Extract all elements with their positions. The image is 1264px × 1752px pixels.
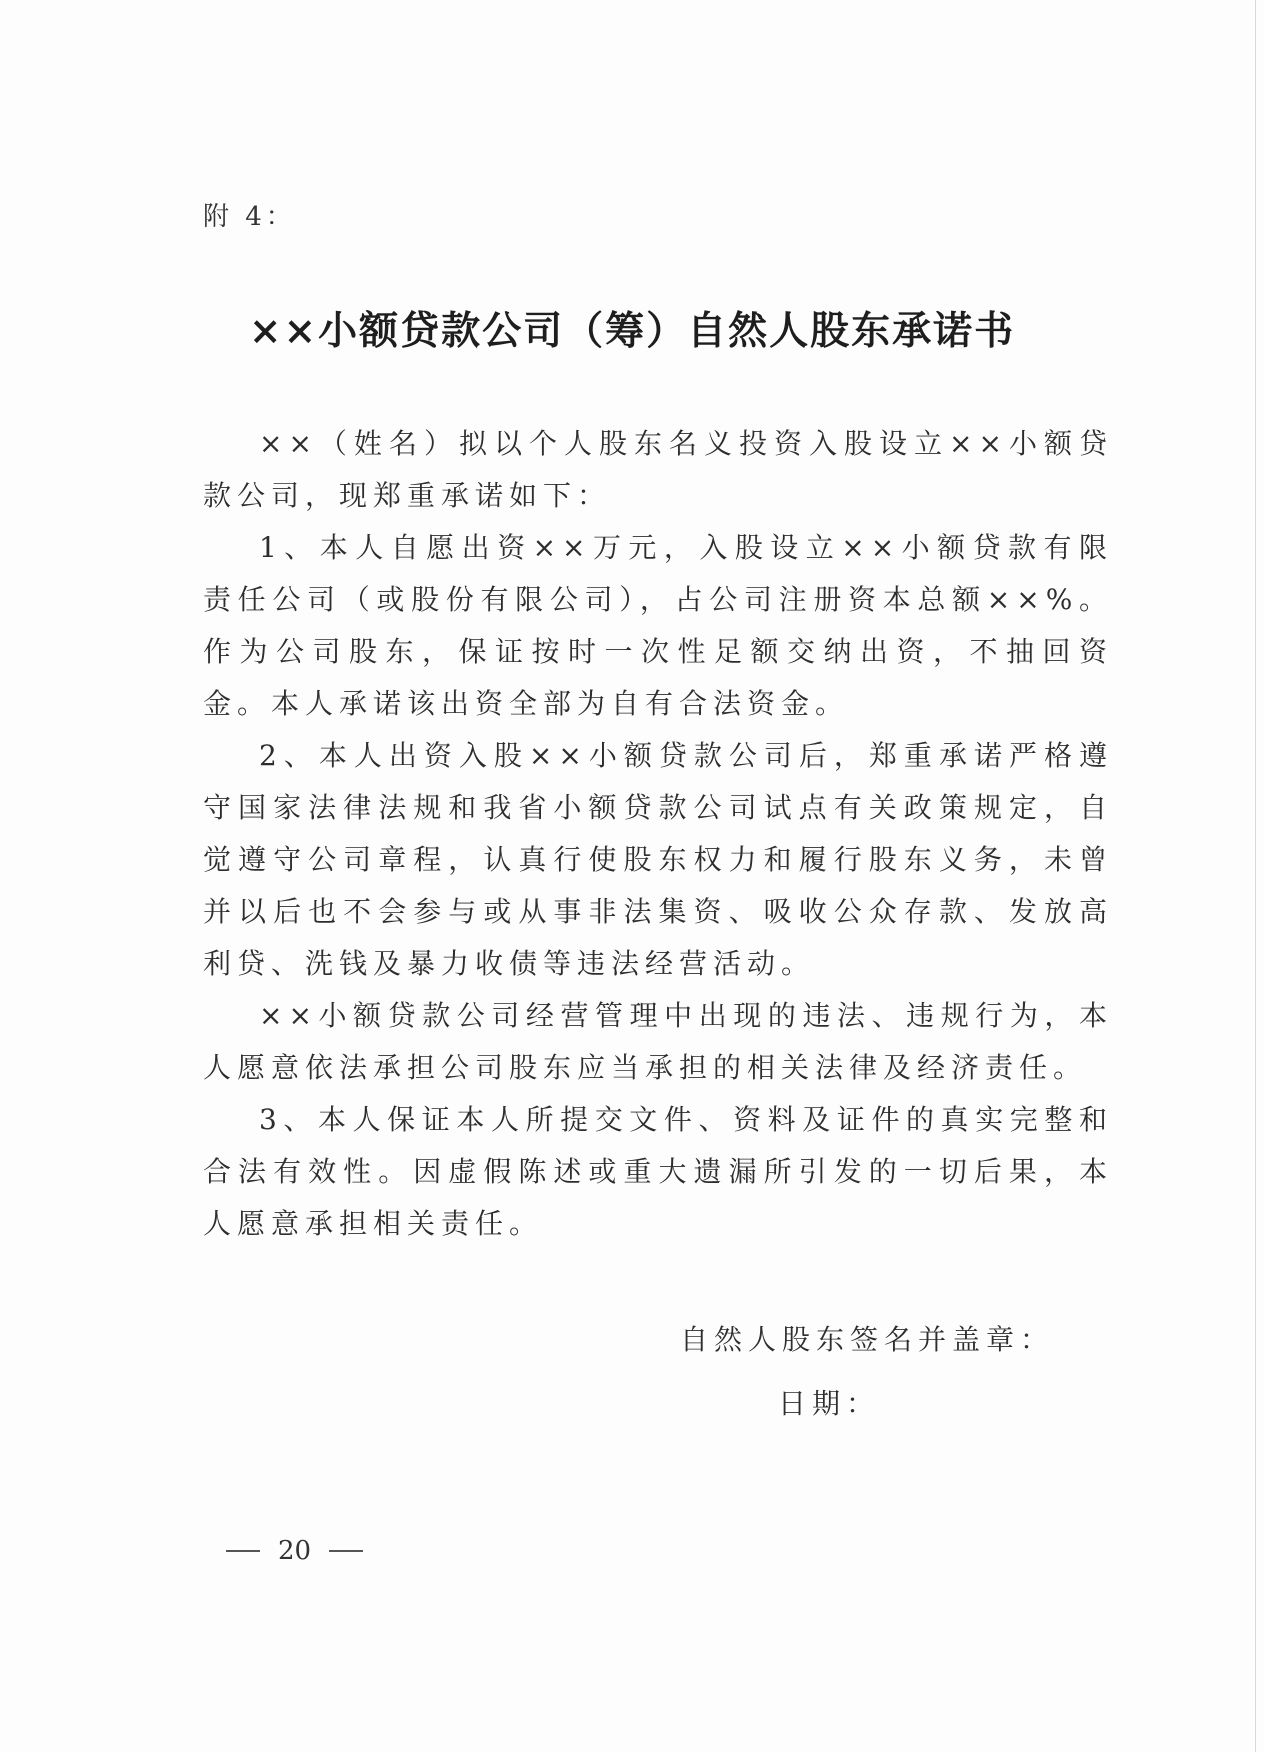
page-number-footer xyxy=(226,1536,363,1566)
scan-edge-line xyxy=(1255,0,1256,1752)
date-label: 日期： xyxy=(778,1387,881,1420)
paragraph-liability: ××小额贷款公司经营管理中出现的违法、违规行为，本人愿意依法承担公司股东应当承担的相关法律及经济责任。 xyxy=(203,999,1113,1084)
document-title: ××小额贷款公司（筹）自然人股东承诺书 xyxy=(248,308,1016,354)
paragraph-item-1: 1、本人自愿出资××万元，入股设立××小额贷款有限责任公司（或股份有限公司），占公司注册资本总额××%。作为公司股东，保证按时一次性足额交纳出资，不抽回资金。本人承诺该出资全部为自有合法资金。 xyxy=(203,531,1113,720)
document-body xyxy=(203,418,1113,1250)
right-dash xyxy=(329,1550,363,1552)
signature-label: 自然人股东签名并盖章： xyxy=(680,1323,1055,1356)
paragraph-item-3: 3、本人保证本人所提交文件、资料及证件的真实完整和合法有效性。因虚假陈述或重大遗漏所引发的一切后果，本人愿意承担相关责任。 xyxy=(203,1103,1113,1240)
attachment-label: 附 4： xyxy=(203,202,296,232)
page-number: 20 xyxy=(278,1536,312,1566)
left-dash xyxy=(226,1550,260,1552)
paragraph-intro: ××（姓名）拟以个人股东名义投资入股设立××小额贷款公司，现郑重承诺如下： xyxy=(203,427,1113,512)
paragraph-item-2: 2、本人出资入股××小额贷款公司后，郑重承诺严格遵守国家法律法规和我省小额贷款公司试点有关政策规定，自觉遵守公司章程，认真行使股东权力和履行股东义务，未曾并以后也不会参与或从事非法集资、吸收公众存款、发放高利贷、洗钱及暴力收债等违法经营活动。 xyxy=(203,739,1113,980)
